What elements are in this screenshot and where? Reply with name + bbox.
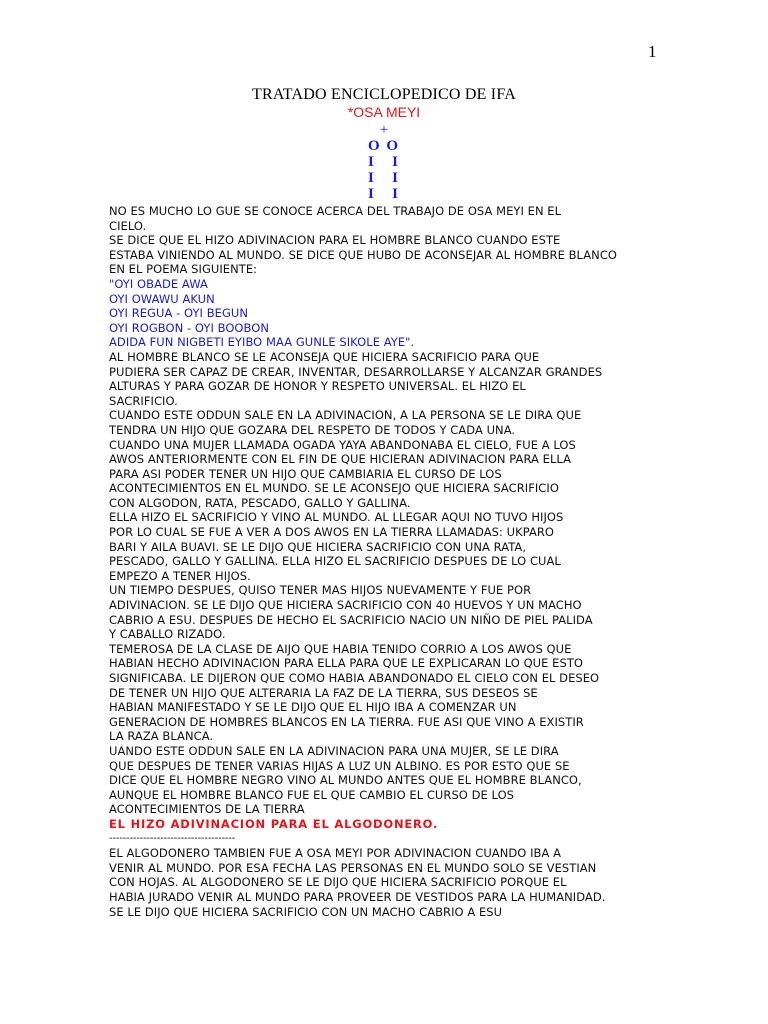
text-line: CABRIO A ESU. DESPUES DE HECHO EL SACRIFICIO NACIO UN NIÑO DE PIEL PALIDA: [109, 612, 593, 627]
text-line: PUDIERA SER CAPAZ DE CREAR, INVENTAR, DESARROLLARSE Y ALCANZAR GRANDES: [109, 364, 603, 379]
text-line: TENDRA UN HIJO QUE GOZARA DEL RESPETO DE TODOS Y CADA UNA.: [109, 422, 516, 437]
text-line: ACONTECIMIENTOS DE LA TIERRA: [109, 802, 305, 817]
odu-mark-right: I: [392, 186, 398, 202]
odu-mark-left: O: [368, 138, 380, 154]
section-heading: EL HIZO ADIVINACION PARA EL ALGODONERO.: [109, 816, 439, 831]
odu-sign: [364, 122, 404, 202]
text-line: NO ES MUCHO LO GUE SE CONOCE ACERCA DEL TRABAJO DE OSA MEYI EN EL: [109, 204, 562, 218]
poem-line: ADIDA FUN NIGBETI EYIBO MAA GUNLE SIKOLE AYE".: [109, 335, 415, 350]
odu-mark-right: I: [392, 170, 398, 186]
text-line: ALTURAS Y PARA GOZAR DE HONOR Y RESPETO UNIVERSAL. EL HIZO EL: [109, 379, 526, 394]
odu-sign-plus: +: [379, 122, 389, 138]
document-title: TRATADO ENCICLOPEDICO DE IFA: [251, 86, 516, 103]
text-line: DE TENER UN HIJO QUE ALTERARIA LA FAZ DE LA TIERRA, SUS DESEOS SE: [109, 685, 538, 700]
text-line: AL HOMBRE BLANCO SE LE ACONSEJA QUE HICIERA SACRIFICIO PARA QUE: [109, 349, 540, 364]
odu-sign-row: [364, 186, 404, 202]
text-line: QUE DESPUES DE TENER VARIAS HIJAS A LUZ UN ALBINO. ES POR ESTO QUE SE: [109, 758, 570, 773]
text-line: ADIVINACION. SE LE DIJO QUE HICIERA SACRIFICIO CON 40 HUEVOS Y UN MACHO: [109, 598, 582, 613]
poem-line: OYI OWAWU AKUN: [109, 291, 215, 306]
text-line: HABIAN MANIFESTADO Y SE LE DIJO QUE EL HIJO IBA A COMENZAR UN: [109, 700, 517, 715]
text-line: CIELO.: [109, 218, 147, 233]
odu-mark-right: O: [386, 138, 398, 154]
odu-mark-right: I: [392, 154, 398, 170]
text-line: BARI Y AILA BUAVI. SE LE DIJO QUE HICIERA SACRIFICIO CON UNA RATA,: [109, 539, 527, 554]
odu-mark-left: I: [368, 186, 374, 202]
poem-line: OYI REGUA - OYI BEGUN: [109, 306, 249, 321]
text-line: EMPEZO A TENER HIJOS.: [109, 568, 251, 583]
text-line: AWOS ANTERIORMENTE CON EL FIN DE QUE HICIERAN ADIVINACION PARA ELLA: [109, 452, 572, 467]
text-line: CON ALGODON, RATA, PESCADO, GALLO Y GALLINA.: [109, 495, 411, 510]
poem-line: "OYI OBADE AWA: [109, 276, 208, 291]
text-line: ACONTECIMIENTOS EN EL MUNDO. SE LE ACONSEJO QUE HICIERA SACRIFICIO: [109, 481, 559, 496]
poem-line: OYI ROGBON - OYI BOOBON: [109, 320, 270, 335]
odu-sign-row: [364, 170, 404, 186]
text-line: PESCADO, GALLO Y GALLINA. ELLA HIZO EL SACRIFICIO DESPUES DE LO CUAL: [109, 554, 561, 569]
odu-mark-left: I: [368, 170, 374, 186]
text-line: AUNQUE EL HOMBRE BLANCO FUE EL QUE CAMBIO EL CURSO DE LOS: [109, 787, 515, 802]
text-line: LA RAZA BLANCA.: [109, 729, 214, 744]
text-line: UN TIEMPO DESPUES, QUISO TENER MAS HIJOS NUEVAMENTE Y FUE POR: [109, 583, 532, 598]
text-line: EL ALGODONERO TAMBIEN FUE A OSA MEYI POR ADIVINACION CUANDO IBA A: [109, 846, 561, 861]
text-line: EN EL POEMA SIGUIENTE:: [109, 262, 258, 277]
text-line: PARA ASI PODER TENER UN HIJO QUE CAMBIARIA EL CURSO DE LOS: [109, 466, 502, 481]
text-line: TEMEROSA DE LA CLASE DE AIJO QUE HABIA TENIDO CORRIO A LOS AWOS QUE: [109, 641, 572, 656]
text-line: SIGNIFICABA. LE DIJERON QUE COMO HABIA ABANDONADO EL CIELO CON EL DESEO: [109, 671, 600, 685]
text-line: SE LE DIJO QUE HICIERA SACRIFICIO CON UN MACHO CABRIO A ESU: [109, 904, 503, 919]
text-line: ESTABA VINIENDO AL MUNDO. SE DICE QUE HUBO DE ACONSEJAR AL HOMBRE BLANCO: [109, 247, 618, 262]
odu-name: *OSA MEYI: [347, 104, 421, 120]
odu-mark-left: I: [368, 154, 374, 170]
odu-sign-row: [364, 138, 404, 154]
text-line: SACRIFICIO.: [109, 393, 178, 408]
text-line: DICE QUE EL HOMBRE NEGRO VINO AL MUNDO ANTES QUE EL HOMBRE BLANCO,: [109, 773, 582, 788]
text-line: CUANDO ESTE ODDUN SALE EN LA ADIVINACION, A LA PERSONA SE LE DIRA QUE: [109, 408, 582, 423]
text-line: UANDO ESTE ODDUN SALE EN LA ADIVINACION PARA UNA MUJER, SE LE DIRA: [109, 743, 559, 758]
text-line: CON HOJAS. AL ALGODONERO SE LE DIJO QUE HICIERA SACRIFICIO PORQUE EL: [109, 875, 567, 890]
text-line: POR LO CUAL SE FUE A VER A DOS AWOS EN LA TIERRA LLAMADAS: UKPARO: [109, 525, 555, 540]
text-line: HABIA JURADO VENIR AL MUNDO PARA PROVEER DE VESTIDOS PARA LA HUMANIDAD.: [109, 889, 606, 904]
page-number: 1: [648, 42, 657, 61]
text-line: CUANDO UNA MUJER LLAMADA OGADA YAYA ABANDONABA EL CIELO, FUE A LOS: [109, 437, 576, 452]
body-text: [109, 204, 639, 919]
text-line: HABIAN HECHO ADIVINACION PARA ELLA PARA QUE LE EXPLICARAN LO QUE ESTO: [109, 656, 584, 671]
odu-sign-row: [364, 154, 404, 170]
text-line: SE DICE QUE EL HIZO ADIVINACION PARA EL HOMBRE BLANCO CUANDO ESTE: [109, 233, 561, 248]
separator-line: -------------------------------------: [109, 832, 236, 844]
text-line: ELLA HIZO EL SACRIFICIO Y VINO AL MUNDO. AL LLEGAR AQUI NO TUVO HIJOS: [109, 510, 564, 525]
text-line: GENERACION DE HOMBRES BLANCOS EN LA TIERRA. FUE ASI QUE VINO A EXISTIR: [109, 714, 584, 729]
text-line: VENIR AL MUNDO. POR ESA FECHA LAS PERSONAS EN EL MUNDO SOLO SE VESTIAN: [109, 860, 597, 875]
text-line: Y CABALLO RIZADO.: [109, 627, 226, 642]
